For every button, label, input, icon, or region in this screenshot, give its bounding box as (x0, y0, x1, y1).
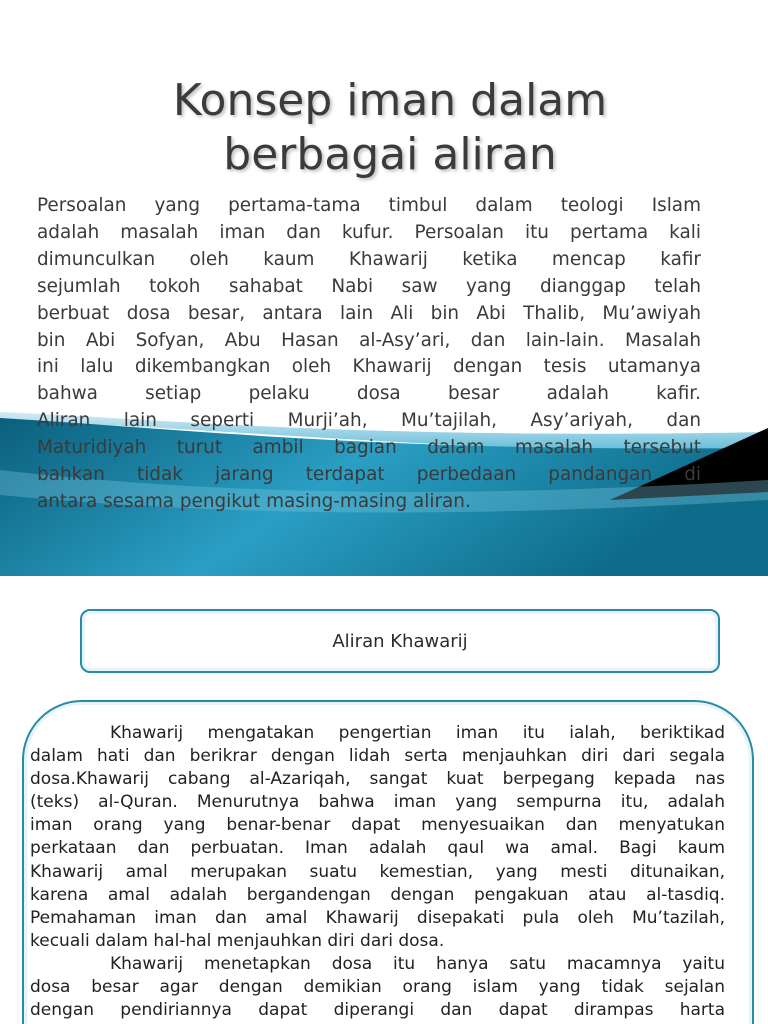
paragraph-line: antara sesama pengikut masing-masing aliran. (37, 490, 471, 512)
section-heading: Aliran Khawarij (332, 630, 468, 652)
paragraph-line: ini lalu dikembangkan oleh Khawarij dengan tesis utamanya (37, 356, 701, 378)
paragraph-line: Aliran lain seperti Murji’ah, Mu’tajilah, Asy’ariyah, dan (37, 410, 701, 432)
paragraph-line: bahwa setiap pelaku dosa besar adalah kafir. (37, 383, 701, 405)
paragraph-line: iman orang yang benar-benar dapat menyesuaikan dan menyatukan (30, 815, 725, 836)
paragraph-line: Persoalan yang pertama-tama timbul dalam teologi Islam (37, 195, 701, 216)
slide-2 (0, 577, 768, 1024)
title-line: berbagai aliran (223, 129, 557, 180)
paragraph-line: berbuat dosa besar, antara lain Ali bin Abi Thalib, Mu’awiyah (37, 302, 701, 324)
paragraph-line: kecuali dalam hal-hal menjauhkan diri dari dosa. (30, 930, 445, 951)
paragraph-line: Maturidiyah turut ambil bagian dalam masalah tersebut (37, 437, 701, 459)
paragraph-line: dengan pendiriannya dapat diperangi dan dapat dirampas harta (30, 1000, 725, 1021)
paragraph-line: dalam hati dan berikrar dengan lidah serta menjauhkan diri dari segala (30, 746, 725, 767)
paragraph-line: bin Abi Sofyan, Abu Hasan al-Asy’ari, dan lain-lain. Masalah (37, 329, 701, 351)
paragraph-line: Khawarij mengatakan pengertian iman itu ialah, beriktikad (110, 723, 725, 743)
paragraph-line: perkataan dan perbuatan. Iman adalah qaul wa amal. Bagi kaum (30, 838, 725, 859)
paragraph-line: dosa besar agar dengan demikian orang islam yang tidak sejalan (30, 977, 725, 998)
title-line: Konsep iman dalam (172, 75, 608, 126)
paragraph-line: Khawarij amal merupakan suatu kemestian, yang mesti ditunaikan, (30, 861, 725, 882)
paragraph-line: sejumlah tokoh sahabat Nabi saw yang dianggap telah (37, 275, 701, 297)
slide-1-paragraph (37, 193, 701, 516)
paragraph-line: (teks) al-Quran. Menurutnya bahwa iman yang sempurna itu, adalah (30, 792, 725, 813)
slide-2-paragraph (30, 722, 725, 1022)
paragraph-line: karena amal adalah bergandengan dengan pengakuan atau al-tasdiq. (30, 884, 725, 905)
paragraph-line: bahkan tidak jarang terdapat perbedaan pandangan di (37, 464, 701, 486)
paragraph-line: Khawarij menetapkan dosa itu hanya satu macamnya yaitu (110, 953, 725, 974)
paragraph-line: Pemahaman iman dan amal Khawarij disepakati pula oleh Mu’tazilah, (30, 907, 725, 928)
paragraph-line: dosa.Khawarij cabang al-Azariqah, sangat kuat berpegang kepada nas (30, 769, 725, 790)
slide-title (60, 74, 720, 182)
paragraph-line: adalah masalah iman dan kufur. Persoalan itu pertama kali (37, 221, 701, 243)
section-heading-box (80, 609, 720, 673)
paragraph-line: dimunculkan oleh kaum Khawarij ketika mencap kafir (37, 248, 701, 270)
